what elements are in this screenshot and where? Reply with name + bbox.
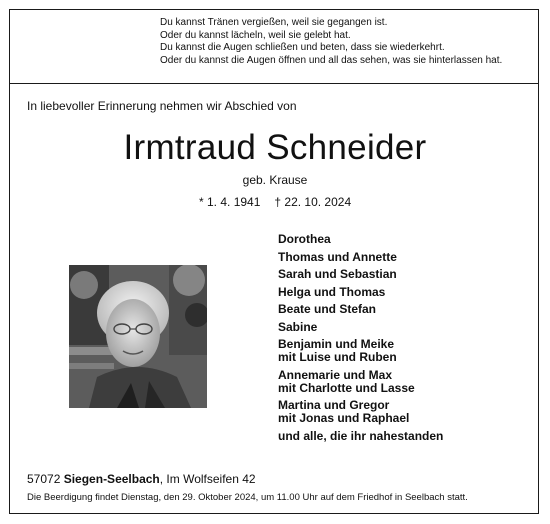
portrait-photo: [69, 265, 207, 408]
family-line: Martina und Gregor: [278, 398, 390, 412]
family-group: [278, 430, 443, 443]
family-group: [278, 399, 443, 425]
address: [27, 472, 256, 486]
family-group: [278, 251, 443, 264]
birth-date: * 1. 4. 1941: [199, 195, 261, 209]
funeral-info: Die Beerdigung findet Dienstag, den 29. Oktober 2024, um 11.00 Uhr auf dem Friedhof in Seelbach statt.: [27, 492, 468, 503]
postal-code: 57072: [27, 472, 61, 486]
poem: [160, 17, 502, 67]
family-list: [278, 233, 443, 447]
family-line: Beate und Stefan: [278, 302, 377, 316]
family-group: [278, 286, 443, 299]
poem-line: Du kannst Tränen vergießen, weil sie gegangen ist.: [160, 17, 388, 28]
family-line: Annemarie und Max: [278, 367, 393, 382]
life-dates: [199, 195, 351, 209]
poem-line: Oder du kannst lächeln, weil sie gelebt hat.: [160, 29, 351, 41]
family-line: mit Luise und Ruben: [278, 350, 397, 364]
death-date: † 22. 10. 2024: [274, 195, 352, 209]
family-line: und alle, die ihr nahestanden: [278, 428, 444, 443]
family-line: Thomas und Annette: [278, 249, 397, 264]
family-group: [278, 233, 443, 246]
family-line: mit Jonas und Raphael: [278, 411, 410, 425]
family-line: Sabine: [278, 319, 318, 334]
family-group: [278, 321, 443, 334]
family-line: Helga und Thomas: [278, 284, 386, 299]
divider: [9, 83, 539, 84]
intro-text: In liebevoller Erinnerung nehmen wir Abschied von: [27, 99, 297, 113]
family-line: mit Charlotte und Lasse: [278, 380, 415, 395]
notice-frame: [9, 9, 539, 514]
city: Siegen-Seelbach: [63, 472, 160, 486]
family-line: Sarah und Sebastian: [278, 267, 397, 281]
family-group: [278, 338, 443, 364]
family-group: [278, 303, 443, 316]
birth-name: geb. Krause: [242, 173, 308, 187]
family-line: Dorothea: [278, 232, 331, 246]
poem-line: Du kannst die Augen schließen und beten, dass sie wiederkehrt.: [160, 42, 445, 53]
family-line: Benjamin und Meike: [278, 337, 395, 351]
street: , Im Wolfseifen 42: [159, 472, 256, 486]
deceased-name: Irmtraud Schneider: [123, 128, 427, 167]
family-group: [278, 268, 443, 281]
family-group: [278, 369, 443, 395]
poem-line: Oder du kannst die Augen öffnen und all das sehen, was sie hinterlassen hat.: [160, 54, 503, 66]
